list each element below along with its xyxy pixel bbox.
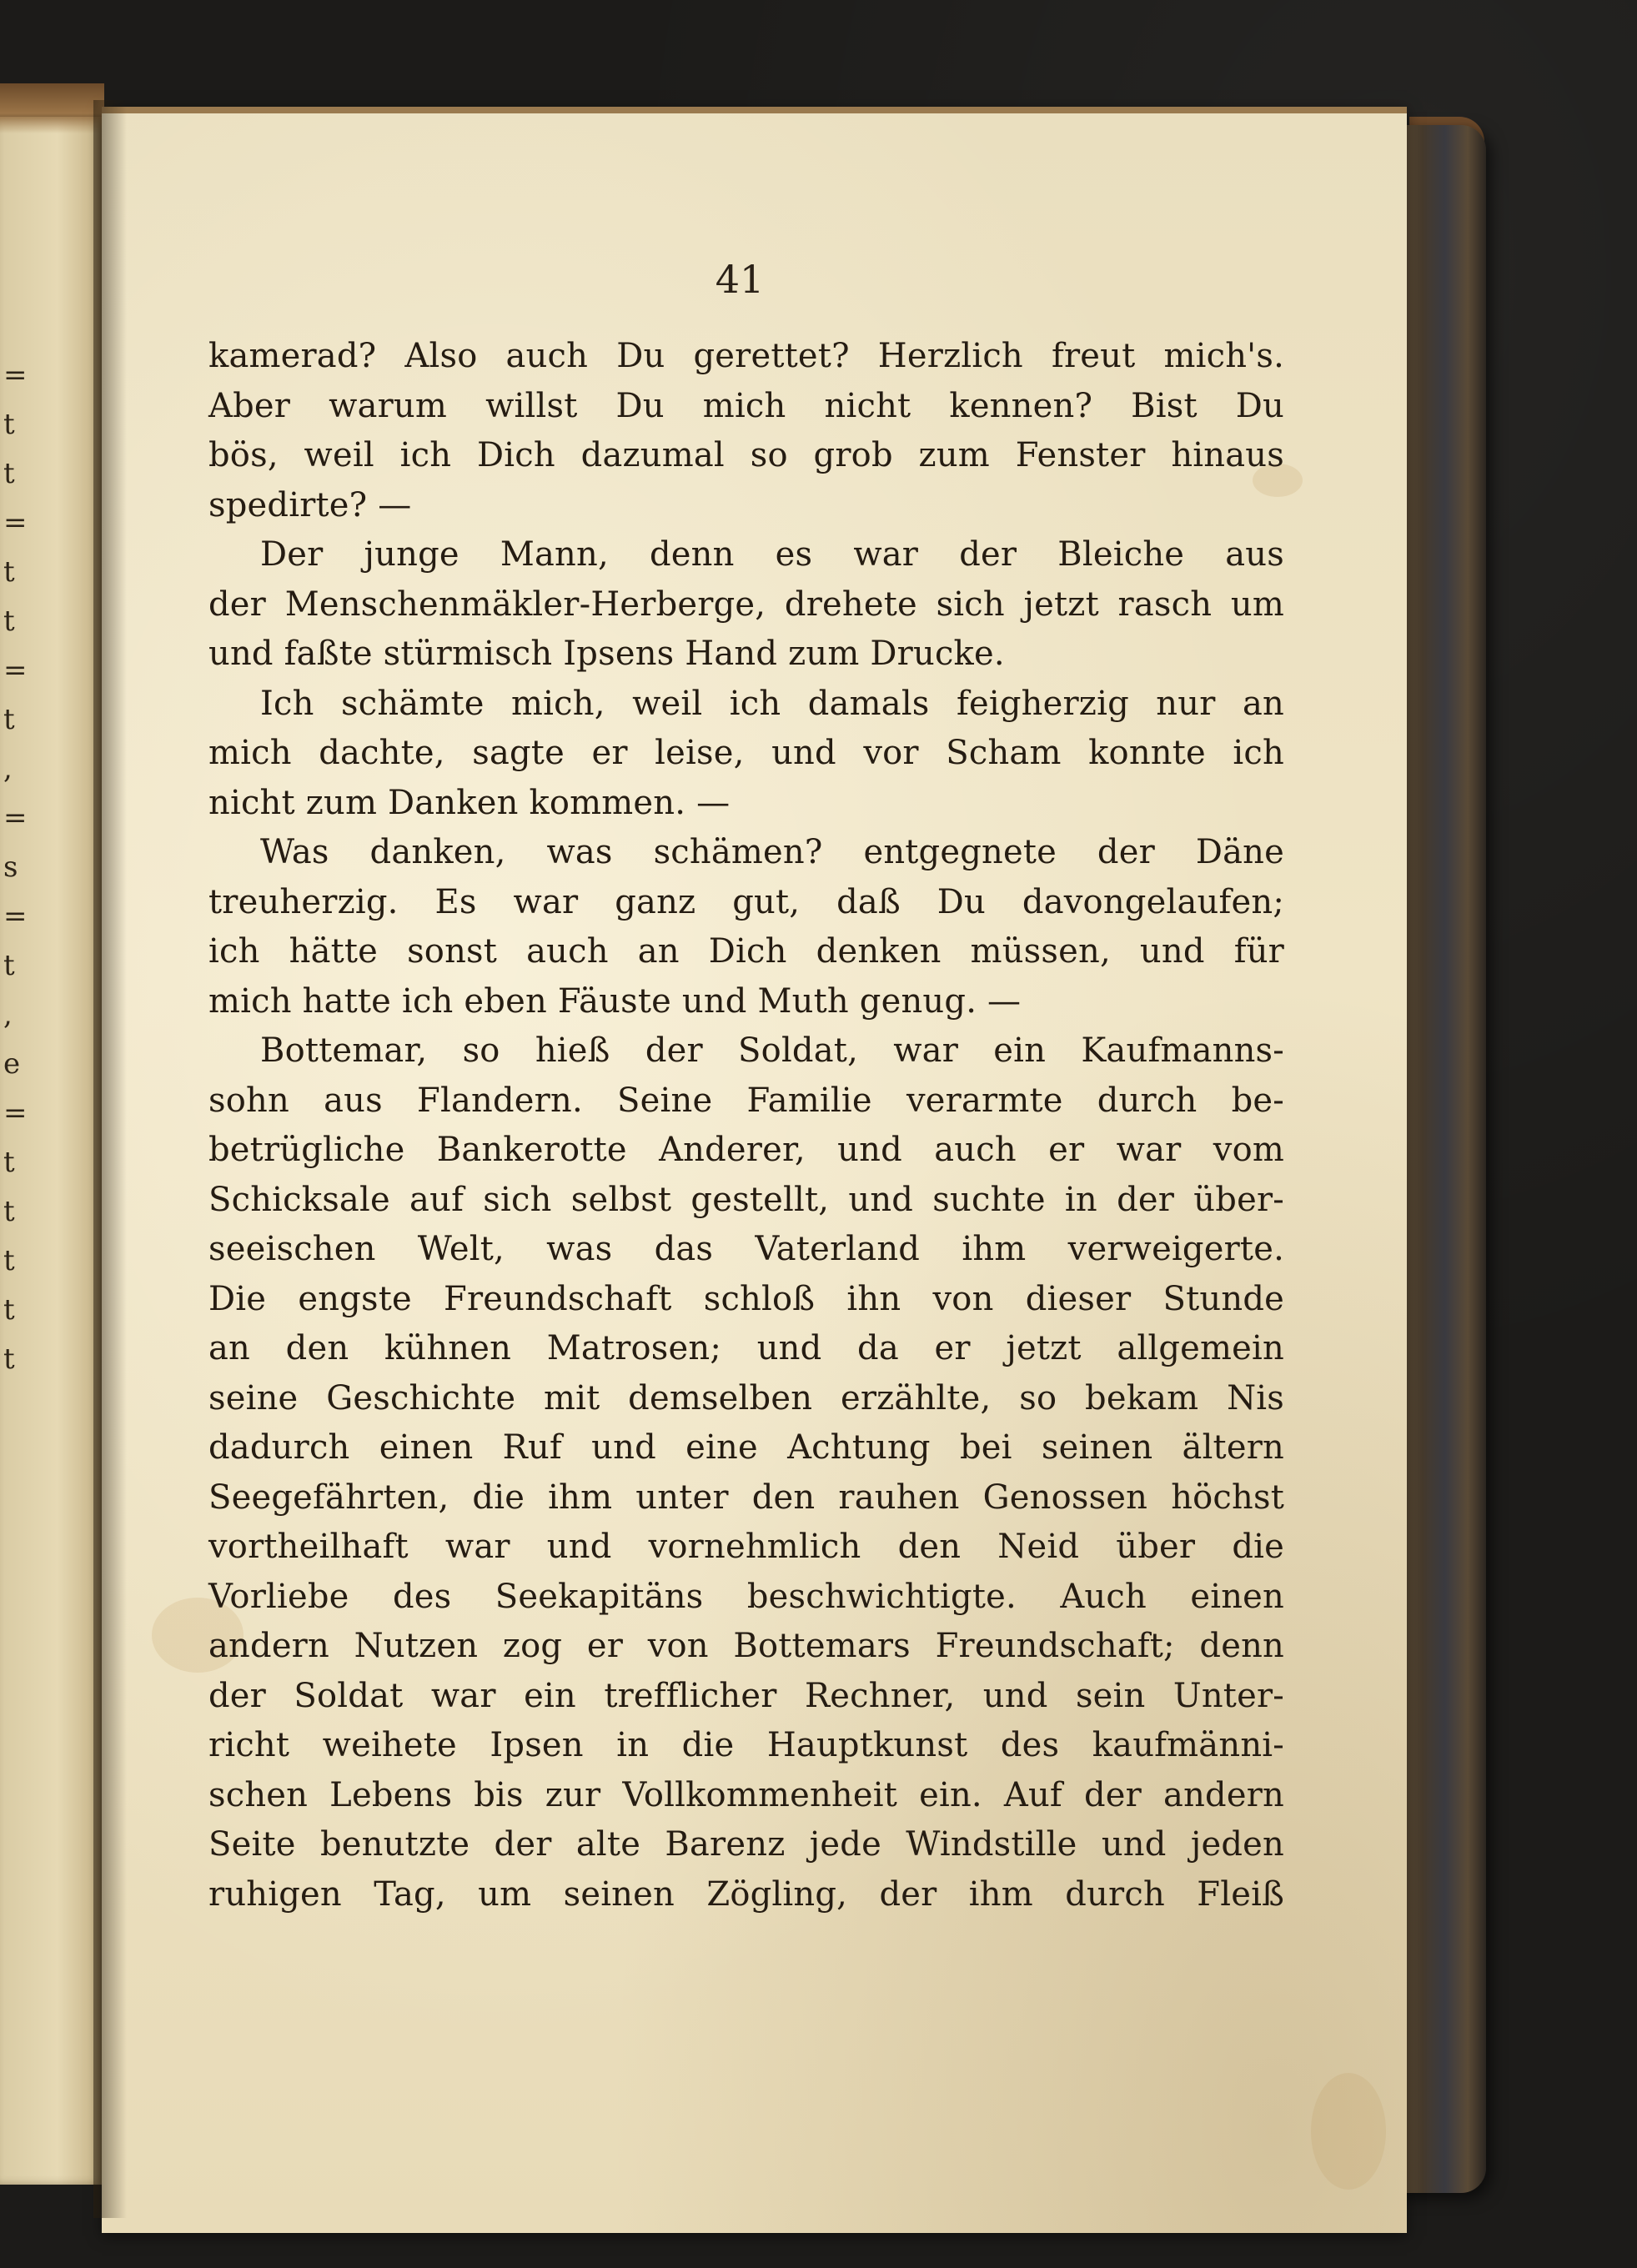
text-line: an den kühnen Matrosen; und da er jetzt allgemein [208,1329,1284,1367]
previous-page-edge [0,117,104,2185]
text-line: sohn aus Flandern. Seine Familie verarmte durch be- [208,1081,1284,1120]
text-line: schen Lebens bis zur Vollkommenheit ein. Auf der andern [208,1775,1284,1814]
text-line: spedirte? — [208,485,412,524]
previous-page-fragment: t [3,408,15,441]
text-line: bös, weil ich Dich dazumal so grob zum Fenster hinaus [208,436,1284,474]
text-line: Ich schämte mich, weil ich damals feigherzig nur an [260,684,1284,723]
text-line: Vorliebe des Seekapitäns beschwichtigte. Auch einen [208,1577,1284,1616]
previous-page-fragment: , [3,752,13,785]
previous-page-fragment: t [3,605,15,638]
text-line: andern Nutzen zog er von Bottemars Freundschaft; denn [208,1627,1284,1665]
text-line: mich hatte ich eben Fäuste und Muth genug. — [208,981,1022,1021]
previous-page-fragment: = [3,1096,28,1130]
text-line: nicht zum Danken kommen. — [208,783,731,822]
previous-page-fragment: , [3,998,13,1031]
page-gutter-shadow [93,100,127,2218]
previous-page-fragment: t [3,1195,15,1228]
text-line: Schicksale auf sich selbst gestellt, und suchte in der über- [208,1180,1284,1219]
text-line: der Soldat war ein trefflicher Rechner, und sein Unter- [208,1676,1284,1715]
text-line: kamerad? Also auch Du gerettet? Herzlich freut mich's. [208,337,1284,375]
text-line: ruhigen Tag, um seinen Zögling, der ihm durch Fleiß [208,1874,1284,1914]
text-line: betrügliche Bankerotte Anderer, und auch er war vom [208,1131,1284,1169]
book-binding [1394,125,1486,2193]
previous-page-fragment: = [3,654,28,687]
previous-page-fragment: e [3,1047,21,1081]
text-line: ich hätte sonst auch an Dich denken müssen, und für [208,932,1284,971]
text-line: treuherzig. Es war ganz gut, daß Du davongelaufen; [208,882,1284,921]
text-line: mich dachte, sagte er leise, und vor Scham konnte ich [208,734,1284,772]
text-line: Was danken, was schämen? entgegnete der Däne [260,833,1284,871]
text-line: vortheilhaft war und vornehmlich den Neid über die [208,1528,1284,1566]
page-number: 41 [715,257,765,302]
text-line: Aber warum willst Du mich nicht kennen? Bist Du [208,386,1284,425]
previous-page-fragment: t [3,949,15,982]
previous-page-fragment: t [3,1244,15,1277]
book-page [102,107,1407,2233]
page-text-block [208,332,1284,1919]
text-line: und faßte stürmisch Ipsens Hand zum Drucke. [208,635,1005,673]
previous-page-fragment: t [3,555,15,589]
text-line: Bottemar, so hieß der Soldat, war ein Kaufmanns- [260,1031,1284,1070]
text-line: dadurch einen Ruf und eine Achtung bei seinen ältern [208,1428,1284,1467]
previous-page-fragment: t [3,703,15,736]
previous-page-fragment: t [3,457,15,490]
text-line: richt weihete Ipsen in die Hauptkunst des kaufmänni- [208,1726,1284,1764]
previous-page-text-fragments [0,117,28,2185]
previous-page-fragment: t [3,1146,15,1179]
paper-stain [1311,2073,1386,2190]
text-line: seine Geschichte mit demselben erzählte, so bekam Nis [208,1378,1284,1418]
text-line: Seegefährten, die ihm unter den rauhen Genossen höchst [208,1478,1284,1517]
previous-page-fragment: = [3,359,28,392]
text-line: Seite benutzte der alte Barenz jede Windstille und jeden [208,1825,1284,1864]
previous-page-fragment: t [3,1342,15,1376]
previous-page-fragment: = [3,506,28,539]
text-line: der Menschenmäkler-Herberge, drehete sich jetzt rasch um [208,585,1284,624]
previous-page-fragment: t [3,1293,15,1327]
previous-page-fragment: s [3,850,18,884]
text-line: Der junge Mann, denn es war der Bleiche aus [260,535,1284,574]
previous-page-fragment: = [3,801,28,835]
text-line: seeischen Welt, was das Vaterland ihm verweigerte. [208,1230,1284,1268]
previous-page-fragment: = [3,900,28,933]
text-line: Die engste Freundschaft schloß ihn von dieser Stunde [208,1279,1284,1318]
